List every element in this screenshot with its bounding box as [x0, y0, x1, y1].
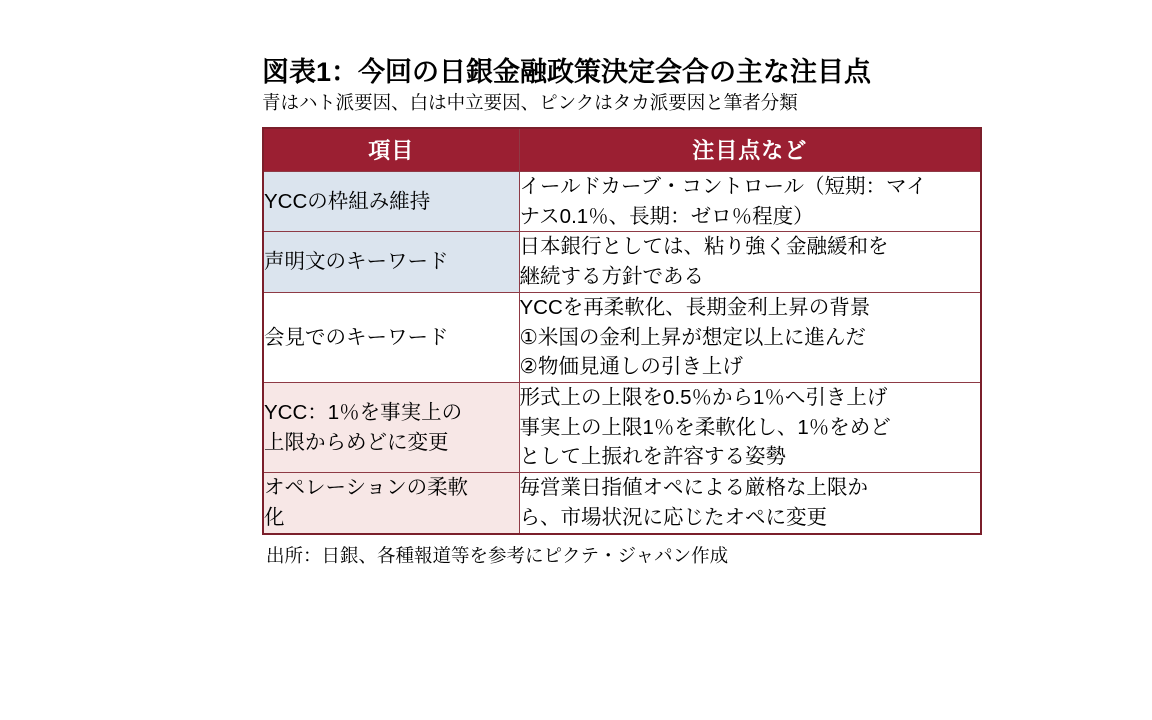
- row-note-cell: [519, 232, 981, 292]
- row-note-cell: [519, 473, 981, 534]
- row-item-cell: [263, 292, 519, 382]
- row-note-line: 形式上の上限を0.5％から1％へ引き上げ: [519, 386, 888, 410]
- row-note-line: ら、市場状況に応じたオペに変更: [519, 505, 827, 529]
- row-note-cell: [519, 292, 981, 382]
- row-item-cell: [263, 232, 519, 292]
- row-item-cell: [263, 383, 519, 473]
- row-item-line: YCCの枠組み維持: [264, 189, 431, 213]
- table-row: [263, 171, 981, 231]
- table-row: [263, 292, 981, 382]
- row-note-line: 事実上の上限1％を柔軟化し、1％をめど: [519, 415, 891, 439]
- row-note-line: YCCを再柔軟化、長期金利上昇の背景: [519, 295, 871, 319]
- table-row: [263, 232, 981, 292]
- row-note-line: 継続する方針である: [519, 265, 704, 289]
- row-item-line: オペレーションの柔軟: [264, 476, 469, 500]
- column-header-note: 注目点など: [519, 128, 981, 172]
- figure-subtitle: 青はハト派要因、白は中立要因、ピンクはタカ派要因と筆者分類: [262, 91, 798, 113]
- column-header-item: 項目: [263, 128, 519, 172]
- row-item-cell: [263, 473, 519, 534]
- row-note-line: 日本銀行としては、粘り強く金融緩和を: [519, 235, 889, 259]
- row-note-line: イールドカーブ・コントロール（短期：マイ: [519, 174, 927, 198]
- row-item-line: 化: [264, 505, 285, 529]
- row-item-line: YCC：1％を事実上の: [264, 400, 463, 424]
- table-header: [263, 128, 981, 172]
- row-note-cell: [519, 171, 981, 231]
- table-row: [263, 383, 981, 473]
- table-header-row: [263, 128, 981, 172]
- row-note-line: ①米国の金利上昇が想定以上に進んだ: [519, 325, 866, 349]
- row-note-cell: [519, 383, 981, 473]
- row-item-line: 声明文のキーワード: [264, 250, 449, 274]
- row-item-line: 会見でのキーワード: [264, 325, 449, 349]
- row-note-line: ②物価見通しの引き上げ: [519, 355, 743, 379]
- row-note-line: として上振れを許容する姿勢: [519, 445, 786, 469]
- figure-content: [262, 56, 982, 568]
- table-row: [263, 473, 981, 534]
- notable-points-table: [262, 127, 982, 535]
- source-note: 出所：日銀、各種報道等を参考にピクテ・ジャパン作成: [266, 544, 729, 566]
- row-item-cell: [263, 171, 519, 231]
- page-title: 図表1：今回の日銀金融政策決定会合の主な注目点: [262, 57, 872, 87]
- row-note-line: 毎営業日指値オペによる厳格な上限か: [519, 476, 868, 500]
- row-note-line: ナス0.1％、長期：ゼロ％程度）: [519, 204, 814, 228]
- table-body: [263, 171, 981, 533]
- row-item-line: 上限からめどに変更: [264, 430, 449, 454]
